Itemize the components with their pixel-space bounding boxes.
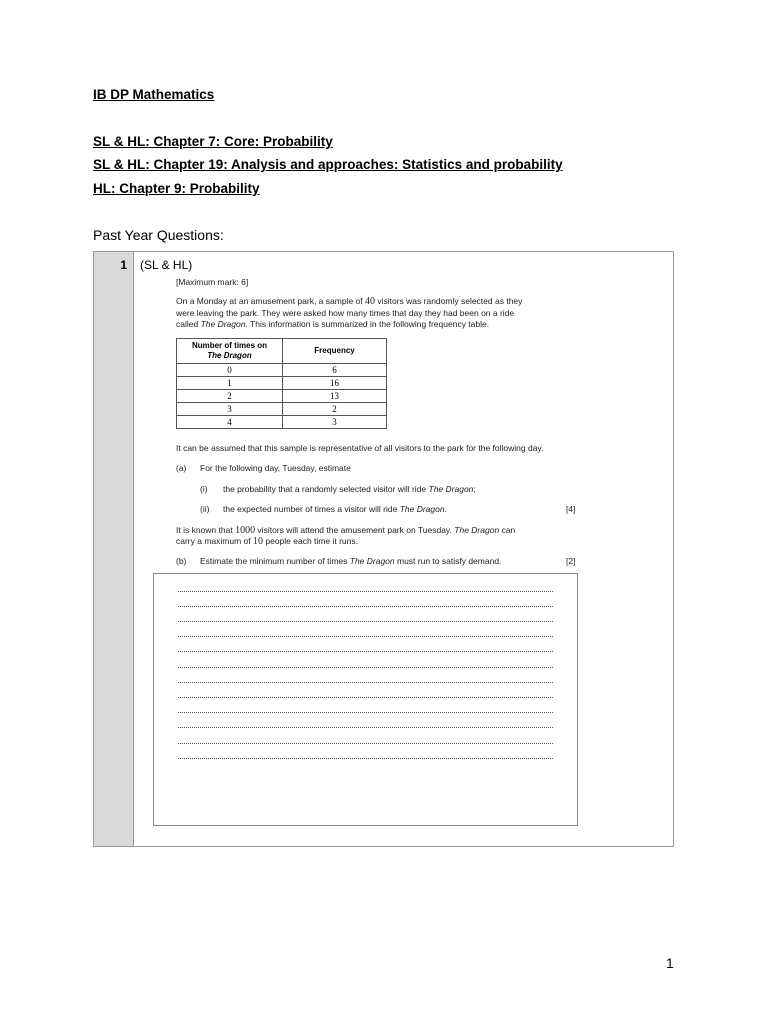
question-level: (SL & HL)	[140, 258, 193, 272]
table-row	[177, 364, 387, 377]
table-row	[177, 416, 387, 429]
intro-line-2: were leaving the park. They were asked how many times that day they had been on a ride	[176, 308, 515, 318]
table-cell: 13	[283, 390, 387, 403]
answer-line	[178, 636, 553, 637]
table-header-row	[177, 339, 387, 364]
table-cell: 2	[283, 403, 387, 416]
table-cell: 2	[177, 390, 283, 403]
part-a-i-label: (i)	[200, 484, 208, 494]
part-b-marks: [2]	[566, 556, 576, 566]
answer-line	[178, 727, 553, 728]
chapter-heading-1: SL & HL: Chapter 7: Core: Probability	[93, 134, 333, 149]
known-line-1: It is known that 1000 visitors will attend the amusement park on Tuesday. The Dragon can	[176, 525, 516, 536]
table-cell: 3	[283, 416, 387, 429]
chapter-heading-2: SL & HL: Chapter 19: Analysis and approaches: Statistics and probability	[93, 157, 563, 172]
table-row	[177, 403, 387, 416]
answer-line	[178, 758, 553, 759]
answer-line	[178, 606, 553, 607]
table-cell: 3	[177, 403, 283, 416]
table-row	[177, 390, 387, 403]
part-a-label: (a)	[176, 463, 187, 473]
answer-line	[178, 697, 553, 698]
known-line-2: carry a maximum of 10 people each time it runs.	[176, 536, 358, 547]
table-cell: 16	[283, 377, 387, 390]
answer-line	[178, 651, 553, 652]
answer-line	[178, 591, 553, 592]
page-number: 1	[666, 955, 674, 971]
part-b-label: (b)	[176, 556, 187, 566]
part-b-text: Estimate the minimum number of times The Dragon must run to satisfy demand.	[200, 556, 502, 566]
table-row	[177, 377, 387, 390]
answer-line	[178, 667, 553, 668]
table-cell: 6	[283, 364, 387, 377]
answer-line	[178, 682, 553, 683]
header-number-of-times: Number of times on The Dragon	[177, 339, 283, 364]
frequency-table	[176, 338, 387, 429]
table-cell: 0	[177, 364, 283, 377]
assumption-text: It can be assumed that this sample is representative of all visitors to the park for the following day.	[176, 443, 544, 453]
answer-line	[178, 712, 553, 713]
table-cell: 4	[177, 416, 283, 429]
part-a-text: For the following day, Tuesday, estimate	[200, 463, 351, 473]
answer-box[interactable]	[153, 573, 578, 826]
document-title: IB DP Mathematics	[93, 87, 215, 102]
section-label: Past Year Questions:	[93, 227, 224, 243]
header-frequency: Frequency	[283, 339, 387, 364]
chapter-heading-3: HL: Chapter 9: Probability	[93, 181, 260, 196]
table-cell: 1	[177, 377, 283, 390]
question-number-column	[94, 252, 134, 846]
part-a-i-text: the probability that a randomly selected visitor will ride The Dragon;	[223, 484, 476, 494]
question-box	[93, 251, 674, 847]
answer-line	[178, 743, 553, 744]
answer-line	[178, 621, 553, 622]
part-a-ii-text: the expected number of times a visitor will ride The Dragon.	[223, 504, 447, 514]
part-a-marks: [4]	[566, 504, 576, 514]
intro-line-3: called The Dragon. This information is summarized in the following frequency table.	[176, 319, 490, 329]
intro-line-1: On a Monday at an amusement park, a sample of 40 visitors was randomly selected as they	[176, 296, 523, 307]
question-number: 1	[120, 258, 127, 272]
max-mark: [Maximum mark: 6]	[176, 277, 249, 287]
part-a-ii-label: (ii)	[200, 504, 210, 514]
